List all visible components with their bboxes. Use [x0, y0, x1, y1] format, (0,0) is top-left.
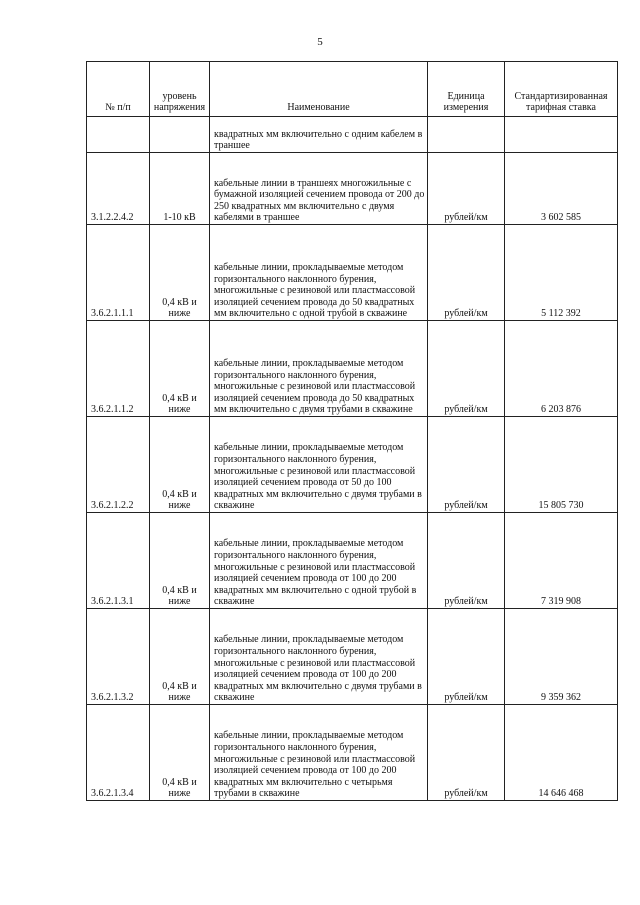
row-unit: рублей/км: [428, 609, 505, 705]
table-row: [87, 417, 618, 513]
row-rate: 9 359 362: [505, 609, 618, 705]
row-voltage: 0,4 кВ и ниже: [150, 417, 210, 513]
row-voltage: 0,4 кВ и ниже: [150, 321, 210, 417]
header-voltage: уровень напряжения: [150, 62, 210, 117]
row-num: [87, 117, 150, 153]
table-row: [87, 117, 618, 153]
row-unit: рублей/км: [428, 153, 505, 225]
row-voltage: 0,4 кВ и ниже: [150, 513, 210, 609]
row-name: кабельные линии в траншеях многожильные с бумажной изоляцией сечением провода от 200 до 250 квадратных мм включительно с двумя кабелями в траншее: [210, 153, 428, 225]
page-number: 5: [317, 36, 323, 48]
table-row: [87, 513, 618, 609]
row-rate: 15 805 730: [505, 417, 618, 513]
row-name: кабельные линии, прокладываемые методом горизонтального наклонного бурения, многожильные с резиновой или пластмассовой изоляцией сечением провода от 100 до 200 квадратных мм включительно с двумя трубами в скважине: [210, 609, 428, 705]
row-num: 3.6.2.1.2.2: [87, 417, 150, 513]
row-unit: [428, 117, 505, 153]
row-rate: 3 602 585: [505, 153, 618, 225]
row-num: 3.6.2.1.3.1: [87, 513, 150, 609]
table-row: [87, 321, 618, 417]
row-name: кабельные линии, прокладываемые методом горизонтального наклонного бурения, многожильные с резиновой или пластмассовой изоляцией сечением провода от 100 до 200 квадратных мм включительно с одной трубой в скважине: [210, 513, 428, 609]
row-num: 3.6.2.1.3.2: [87, 609, 150, 705]
row-num: 3.1.2.2.4.2: [87, 153, 150, 225]
row-name: кабельные линии, прокладываемые методом горизонтального наклонного бурения, многожильные с резиновой или пластмассовой изоляцией сечением провода до 50 квадратных мм включительно с одной трубой в скважине: [210, 225, 428, 321]
row-voltage: [150, 117, 210, 153]
row-voltage: 0,4 кВ и ниже: [150, 705, 210, 801]
header-name: Наименование: [210, 62, 428, 117]
row-voltage: 0,4 кВ и ниже: [150, 225, 210, 321]
row-name: кабельные линии, прокладываемые методом горизонтального наклонного бурения, многожильные с резиновой или пластмассовой изоляцией сечением провода от 50 до 100 квадратных мм включительно с двумя трубами в скважине: [210, 417, 428, 513]
header-num: № п/п: [87, 62, 150, 117]
table-row: [87, 609, 618, 705]
row-unit: рублей/км: [428, 417, 505, 513]
row-rate: 6 203 876: [505, 321, 618, 417]
row-unit: рублей/км: [428, 321, 505, 417]
table-header-row: [87, 62, 618, 117]
header-unit: Единица измерения: [428, 62, 505, 117]
tariff-table: [86, 61, 618, 801]
row-voltage: 1-10 кВ: [150, 153, 210, 225]
row-unit: рублей/км: [428, 705, 505, 801]
row-unit: рублей/км: [428, 225, 505, 321]
row-name: кабельные линии, прокладываемые методом горизонтального наклонного бурения, многожильные с резиновой или пластмассовой изоляцией сечением провода до 50 квадратных мм включительно с двумя трубами в скважине: [210, 321, 428, 417]
table-row: [87, 153, 618, 225]
row-rate: 5 112 392: [505, 225, 618, 321]
row-rate: 14 646 468: [505, 705, 618, 801]
row-rate: 7 319 908: [505, 513, 618, 609]
table-row: [87, 225, 618, 321]
row-unit: рублей/км: [428, 513, 505, 609]
row-num: 3.6.2.1.1.1: [87, 225, 150, 321]
row-rate: [505, 117, 618, 153]
row-num: 3.6.2.1.3.4: [87, 705, 150, 801]
row-num: 3.6.2.1.1.2: [87, 321, 150, 417]
row-name: кабельные линии, прокладываемые методом горизонтального наклонного бурения, многожильные с резиновой или пластмассовой изоляцией сечением провода от 100 до 200 квадратных мм включительно с четырьмя трубами в скважине: [210, 705, 428, 801]
header-rate: Стандартизированная тарифная ставка: [505, 62, 618, 117]
row-name: квадратных мм включительно с одним кабелем в траншее: [210, 117, 428, 153]
row-voltage: 0,4 кВ и ниже: [150, 609, 210, 705]
table-row: [87, 705, 618, 801]
